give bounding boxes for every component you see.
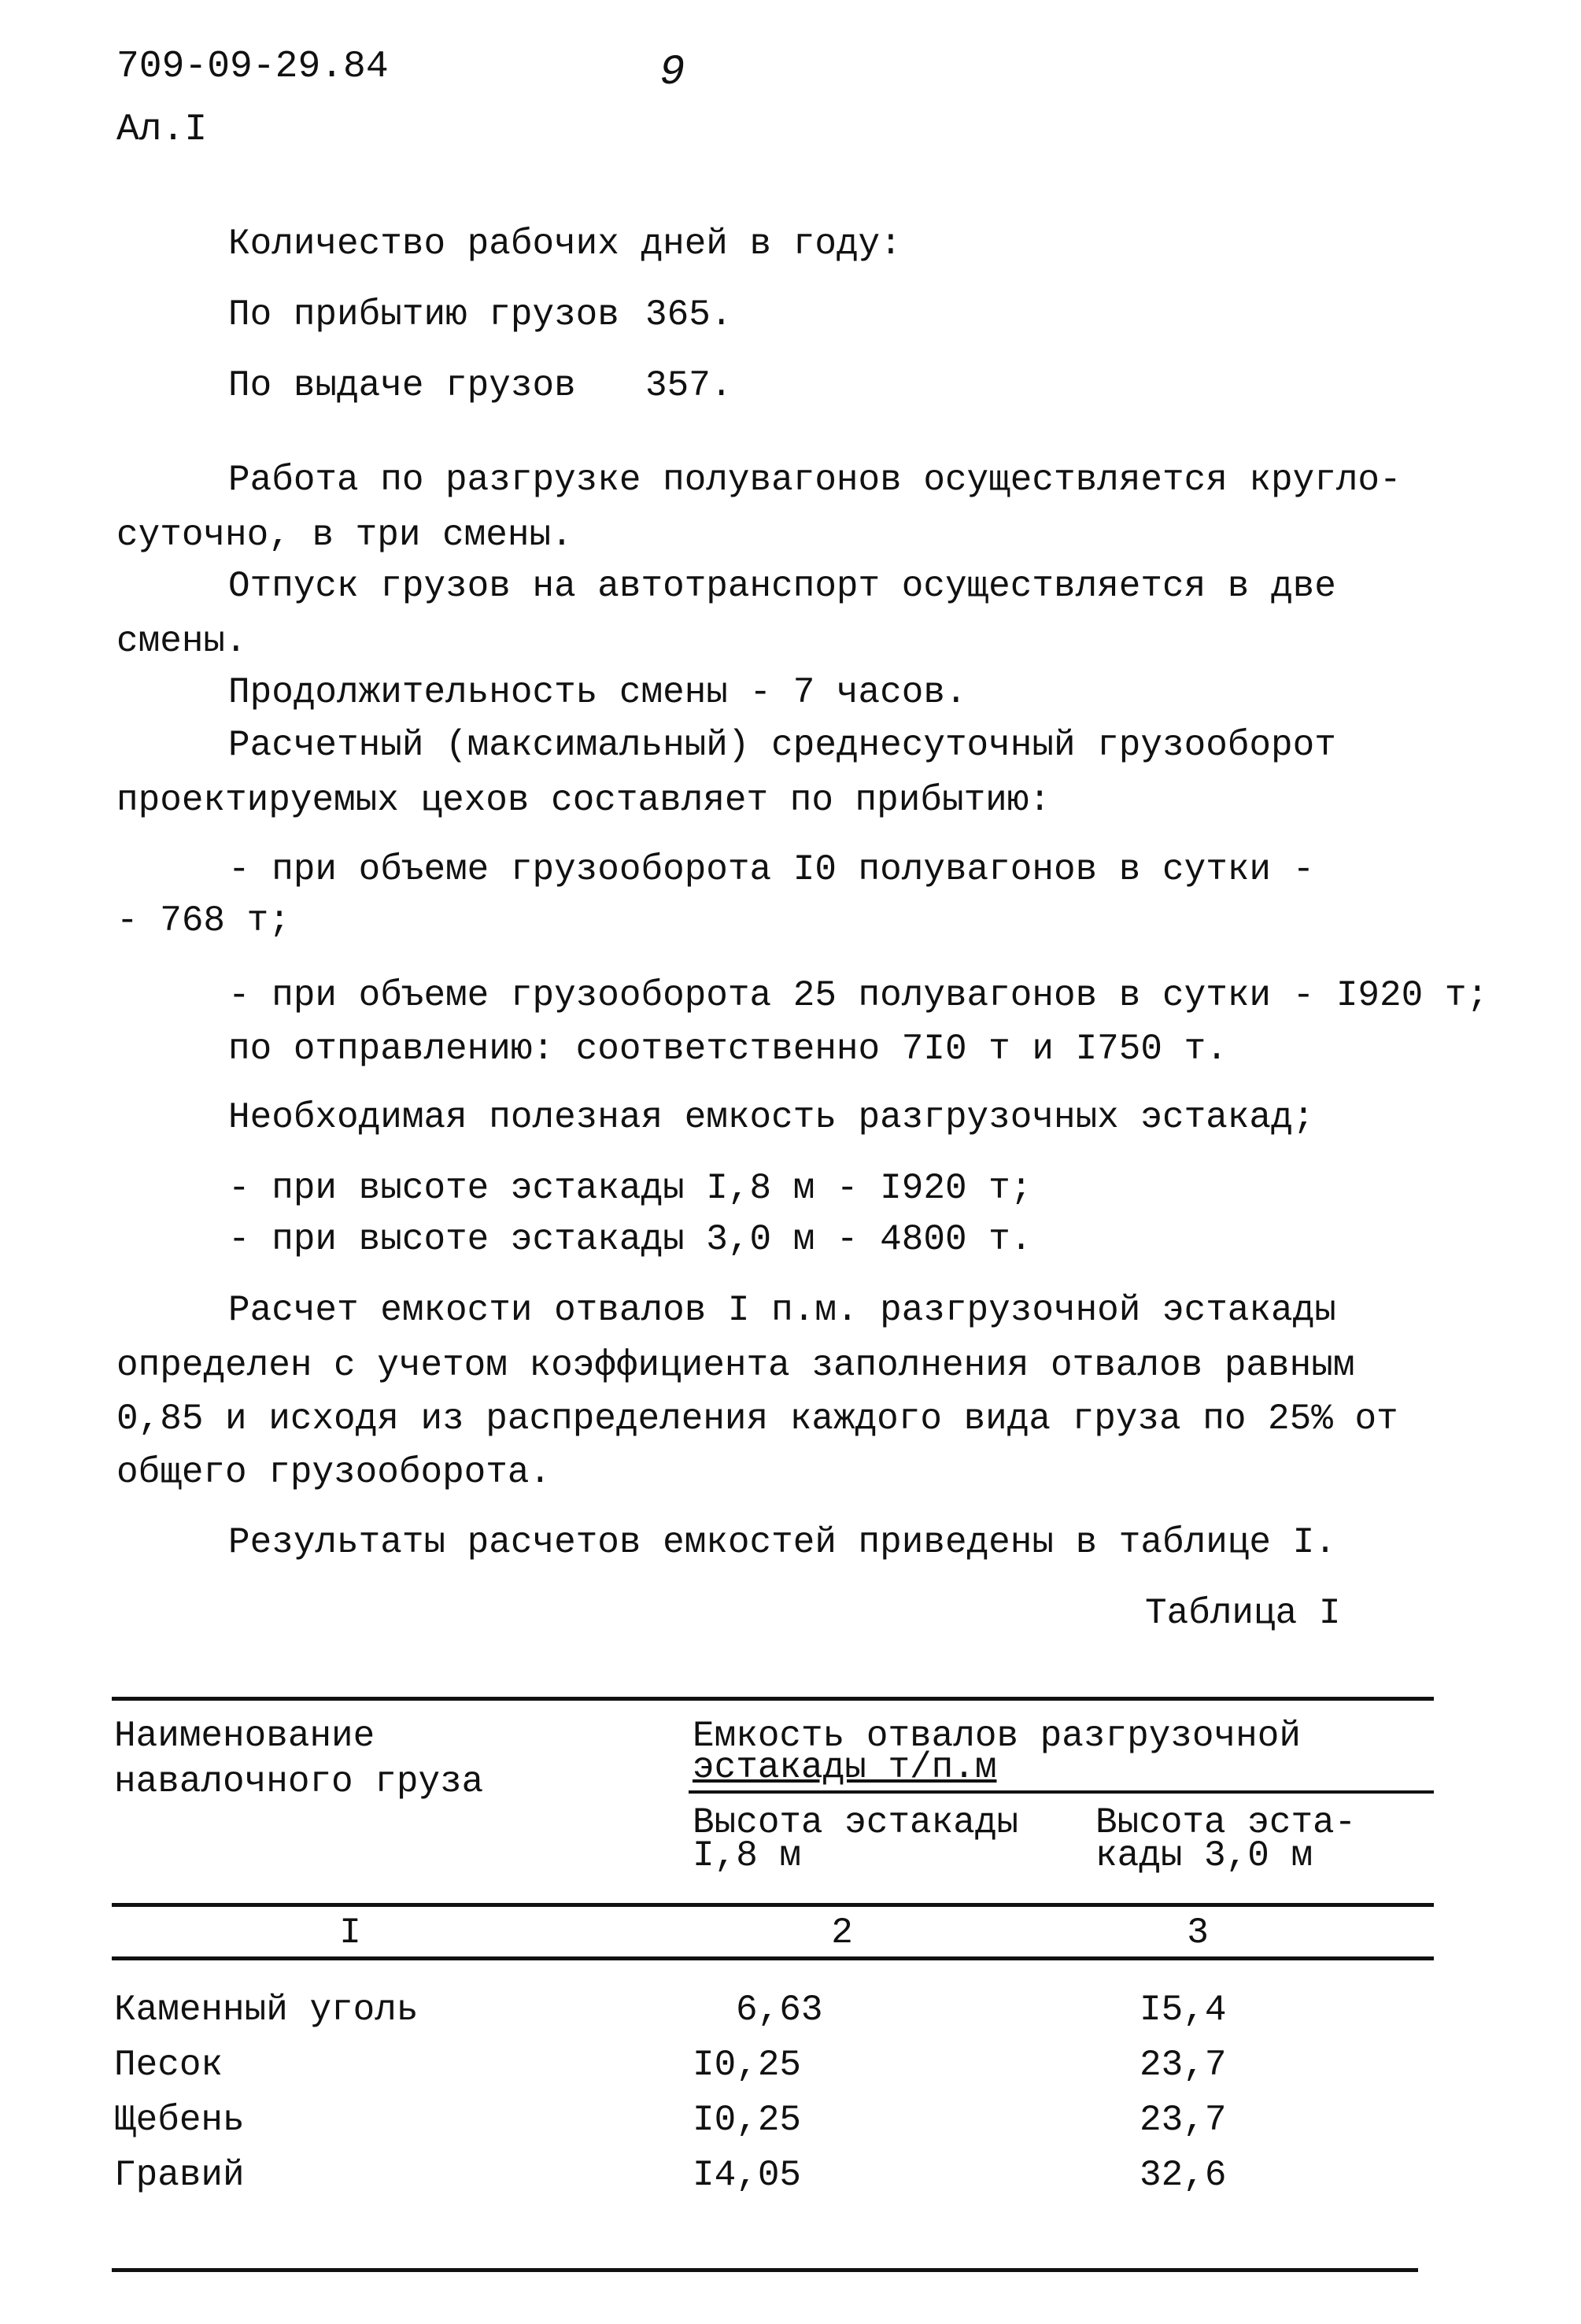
group-header-line1: Емкость отвалов разгрузочной bbox=[693, 1716, 1301, 1757]
paragraph-shifts-line2: суточно, в три смены. bbox=[116, 515, 573, 556]
row-gravel-name: Гравий bbox=[114, 2155, 245, 2196]
arrival-label: По прибытию грузов bbox=[228, 294, 619, 335]
row-coal-name: Каменный уголь bbox=[114, 1990, 419, 2030]
paragraph-turnover-line2: проектируемых цехов составляет по прибытию: bbox=[116, 780, 1051, 821]
workdays-title: Количество рабочих дней в году: bbox=[228, 224, 902, 264]
bullet-height-3-0: - при высоте эстакады 3,0 м - 4800 т. bbox=[228, 1219, 1032, 1260]
row-coal-h30: I5,4 bbox=[1140, 1990, 1227, 2030]
col1-header-line1: Наименование bbox=[114, 1716, 375, 1757]
paragraph-results: Результаты расчетов емкостей приведены в таблице I. bbox=[228, 1522, 1336, 1563]
header-bottom-rule bbox=[112, 1903, 1434, 1907]
row-gravel-h18: I4,05 bbox=[693, 2155, 802, 2196]
paragraph-calculation-line2: определен с учетом коэффициента заполнения отвалов равным bbox=[116, 1345, 1355, 1386]
row-crushed-stone-h18: I0,25 bbox=[693, 2100, 802, 2141]
table-top-rule bbox=[112, 1697, 1434, 1701]
bullet-25-wagons-line2: по отправлению: соответственно 7I0 т и I750 т. bbox=[228, 1029, 1228, 1070]
issue-value: 357. bbox=[645, 365, 733, 406]
paragraph-calculation-line3: 0,85 и исходя из распределения каждого вида груза по 25% от bbox=[116, 1398, 1398, 1439]
row-sand-h30: 23,7 bbox=[1140, 2045, 1227, 2086]
bullet-10-wagons-line2: - 768 т; bbox=[116, 900, 290, 941]
col3-header-line1: Высота эста- bbox=[1095, 1802, 1357, 1843]
paragraph-shifts-line1: Работа по разгрузке полувагонов осуществляется кругло- bbox=[228, 460, 1402, 501]
col-number-2: 2 bbox=[831, 1912, 853, 1953]
page-number: 9 bbox=[659, 49, 685, 97]
row-crushed-stone-h30: 23,7 bbox=[1140, 2100, 1227, 2141]
arrival-value: 365. bbox=[645, 294, 733, 335]
paragraph-calculation-line4: общего грузооборота. bbox=[116, 1452, 552, 1493]
col3-header-line2: кады 3,0 м bbox=[1095, 1835, 1313, 1876]
row-crushed-stone-name: Щебень bbox=[114, 2100, 245, 2141]
bullet-10-wagons-line1: - при объеме грузооборота I0 полувагонов в сутки - bbox=[228, 849, 1315, 890]
column-numbers-rule bbox=[112, 1956, 1434, 1960]
paragraph-shift-duration: Продолжительность смены - 7 часов. bbox=[228, 672, 967, 713]
col-number-3: 3 bbox=[1187, 1912, 1209, 1953]
issue-label: По выдаче грузов bbox=[228, 365, 576, 406]
table-bottom-rule bbox=[112, 2268, 1418, 2272]
sheet-label: Ал.I bbox=[116, 109, 208, 151]
row-gravel-h30: 32,6 bbox=[1140, 2155, 1227, 2196]
col2-header-line2: I,8 м bbox=[693, 1835, 802, 1876]
group-header-line2: эстакады т/п.м bbox=[693, 1747, 997, 1788]
paragraph-required-capacity: Необходимая полезная емкость разгрузочных эстакад; bbox=[228, 1097, 1315, 1138]
table-caption: Таблица I bbox=[1145, 1593, 1341, 1634]
bullet-height-1-8: - при высоте эстакады I,8 м - I920 т; bbox=[228, 1168, 1032, 1209]
paragraph-dispatch-line1: Отпуск грузов на автотранспорт осуществляется в две bbox=[228, 566, 1336, 607]
document-number: 709-09-29.84 bbox=[116, 46, 389, 88]
col2-header-line1: Высота эстакады bbox=[693, 1802, 1019, 1843]
row-coal-h18: 6,63 bbox=[736, 1990, 823, 2030]
paragraph-dispatch-line2: смены. bbox=[116, 621, 247, 662]
row-sand-name: Песок bbox=[114, 2045, 223, 2086]
group-header-rule bbox=[689, 1790, 1434, 1794]
col-number-1: I bbox=[339, 1912, 361, 1953]
bullet-25-wagons-line1: - при объеме грузооборота 25 полувагонов в сутки - I920 т; bbox=[228, 975, 1489, 1016]
row-sand-h18: I0,25 bbox=[693, 2045, 802, 2086]
paragraph-turnover-line1: Расчетный (максимальный) среднесуточный грузооборот bbox=[228, 725, 1336, 766]
col1-header-line2: навалочного груза bbox=[114, 1761, 484, 1802]
paragraph-calculation-line1: Расчет емкости отвалов I п.м. разгрузочной эстакады bbox=[228, 1290, 1336, 1331]
